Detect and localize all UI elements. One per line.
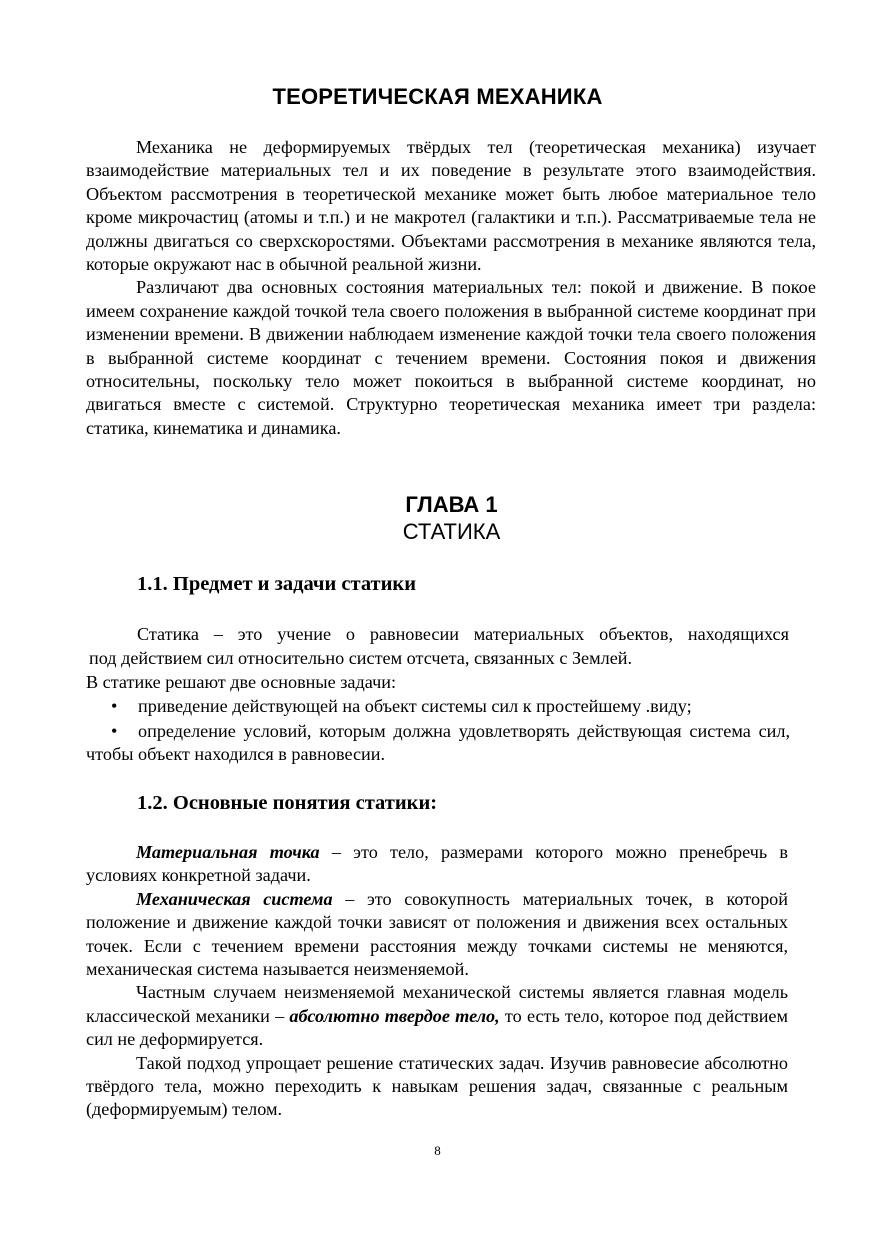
intro-paragraph-2: Различают два основных состояния материальных тел: покой и движение. В покое имеем сохранение каждой точкой тела своего положения в выбранной системе координат при изменении времени. В движении наблюдаем изменение каждой точки тела своего положения в выбранной системе координат с течением времени. Состояния покоя и движения относительны, поскольку тело может покоиться в выбранной системе координат, но двигаться вместе с системой. Структурно теоретическая механика имеет три раздела: статика, кинематика и динамика. <box>86 277 816 438</box>
bullet-text-1: приведение действующей на объект системы сил к простейшему .виду; <box>138 696 692 716</box>
section-1-1-line-2: под действием сил относительно систем отсчета, связанных с Землей. <box>89 648 633 668</box>
term-mechanical-system: Механическая система <box>136 888 333 909</box>
term-rigid-body: абсолютно твердое тело, <box>289 1005 500 1026</box>
chapter-name: СТАТИКА <box>402 519 501 544</box>
bullet-marker: • <box>111 721 118 741</box>
page-title: ТЕОРЕТИЧЕСКАЯ МЕХАНИКА <box>272 84 603 109</box>
section-heading-1-2: 1.2. Основные понятия статики: <box>137 792 438 814</box>
section-1-2-text <box>86 841 788 1122</box>
approach-paragraph: Такой подход упрощает решение статических задач. Изучив равновесие абсолютно твёрдого тела, можно переходить к навыкам решения задач, связанные с реальным (деформируемым) телом. <box>86 1052 788 1120</box>
intro-text <box>86 136 816 440</box>
definition-material-point: Материальная точка – это тело, размерами которого можно пренебречь в условиях конкретной задачи. <box>86 842 788 886</box>
section-1-1-line-1: Статика – это учение о равновесии материальных объектов, находящихся <box>137 624 789 644</box>
bullet-marker: • <box>111 696 118 716</box>
definition-mechanical-system: Механическая система – это совокупность материальных точек, в которой положение и движение каждой точки зависят от положения и движения всех остальных точек. Если с течением времени расстояния между точками системы не меняются, механическая система называется неизменяемой. <box>86 888 788 980</box>
page-number: 8 <box>434 1143 441 1158</box>
chapter-label: ГЛАВА 1 <box>405 492 498 517</box>
section-heading-1-1: 1.1. Предмет и задачи статики <box>137 573 417 595</box>
section-1-1-line-3: В статике решают две основные задачи: <box>86 672 397 692</box>
bullet-item-2 <box>86 720 790 767</box>
term-material-point: Материальная точка <box>136 842 320 862</box>
bullet-text-2: определение условий, которым должна удовлетворять действующая система сил, чтобы объект находился в равновесии. <box>86 721 790 765</box>
bullet-item-1 <box>86 695 790 718</box>
rigid-body-paragraph: Частным случаем неизменяемой механической системы является главная модель классической механики – абсолютно твердое тело, то есть тело, которое под действием сил не деформируется. <box>86 982 789 1050</box>
intro-paragraph-1: Механика не деформируемых твёрдых тел (теоретическая механика) изучает взаимодействие материальных тел и их поведение в результате этого взаимодействия. Объектом рассмотрения в теоретической механике может быть любое материальное тело кроме микрочастиц (атомы и т.п.) и не макротел (галактики и т.п.). Рассматриваемые тела не должны двигаться со сверхскоростями. Объектами рассмотрения в механике являются тела, которые окружают нас в обычной реальной жизни. <box>86 137 816 275</box>
